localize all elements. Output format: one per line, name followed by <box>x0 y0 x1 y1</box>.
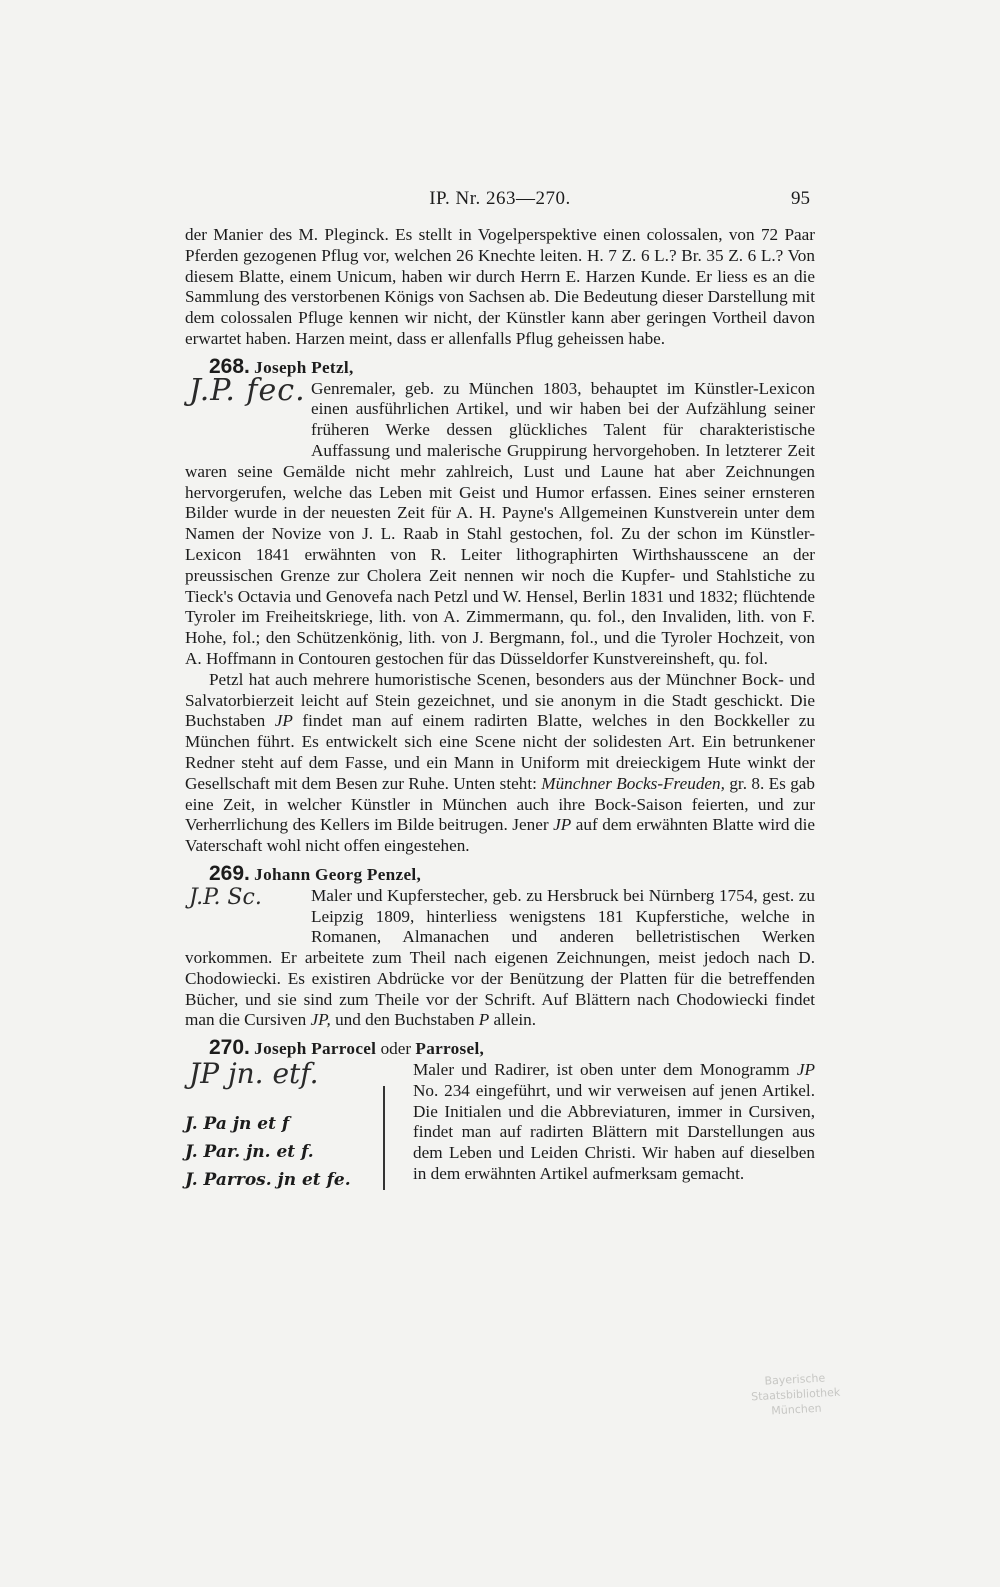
entry-270 <box>185 1036 815 1191</box>
text-run: Maler und Radirer, ist oben unter dem Monogramm <box>413 1060 790 1080</box>
paragraph-continuation: der Manier des M. Pleginck. Es stellt in Vogelperspektive einen colossalen, von 72 Paar Pferden gezogenen Pflug vor, welchen 26 Knechte leiten. H. 7 Z. 6 L.? Br. 35 Z. 6 L.? Von diesem Blatte, einem Unicum, haben wir durch Herrn E. Harzen Kunde. Er liess es an die Sammlung des verstorbenen Königs von Sachsen ab. Die Bedeutung dieser Darstellung mit dem colossalen Pfluge kennen wir nicht, der Künstler kann aber geringen Vortheil davon erwartet haben. Harzen meint, dass er allenfalls Pflug geheissen habe. <box>185 225 815 348</box>
entry-name-alt: Parrosel, <box>415 1039 485 1059</box>
entry-name: Joseph Petzl, <box>254 357 354 377</box>
stamp-line: München <box>771 1401 822 1418</box>
entry-name: Johann Georg Penzel, <box>254 864 422 884</box>
monogram-text: J.P. fec. <box>189 372 306 408</box>
entry-268 <box>185 354 816 857</box>
page-number: 95 <box>791 188 810 209</box>
monogram-reference: JP, <box>310 1010 331 1030</box>
text-run: und den Buchstaben <box>335 1010 475 1030</box>
page-body <box>185 225 815 1192</box>
entry-268-text: Genremaler, geb. zu München 1803, behauptet im Künstler-Lexicon einen ausführlichen Artikel, und wir haben bei der Aufzählung seiner früheren Werke dessen glückliches Talent für charakteristische Auffassung und malerische Gruppirung hervorgehoben. In letzterer Zeit waren seine Gemälde nicht mehr zahlreich, Lust und Laune hat aber Zeichnungen hervorgerufen, welche das Leben mit Geist und Humor erfassen. Eines seiner ernsteren Bilder wurde in der neuesten Zeit für A. H. Payne's Allgemeinen Kunstverein unter dem Namen der Novize von J. L. Raab in Stahl gestochen, fol. Zu der schon im Künstler-Lexicon 1841 erwähnten von R. Leiter lithographirten Wirthshausscene an der preussischen Grenze zur Cholera Zeit nennen wir noch die Kupfer- und Stahlstiche zu Tieck's Octavia und Genovefa nach Petzl und W. Hensel, Berlin 1831 und 1832; flüchtende Tyroler im Freiheitskriege, lith. von A. Zimmermann, qu. fol., den Invaliden, lith. von F. Hohe, fol.; den Schützenkönig, lith. von J. Bergmann, fol., und die Tyroler Hochzeit, von A. Hoffmann in Contouren gestochen für das Düsseldorfer Kunstvereinsheft, qu. fol. <box>185 378 815 668</box>
abbreviation-block <box>185 1057 405 1192</box>
monogram-269 <box>185 886 305 930</box>
text-run: auf dem erwähnten Blatte wird die Vaterschaft wohl nicht offen eingestehen. <box>185 815 815 856</box>
text-run: oder <box>380 1039 412 1059</box>
text-run: No. 234 eingeführt, und wir verweisen auf jenen Artikel. Die Initialen und die Abbreviaturen, immer in Cursiven, findet man auf radirten Blättern mit Darstellungen aus dem Leben und Leiden Christi. Wir haben auf dieselben in dem erwähnten Artikel aufmerksam gemacht. <box>413 1080 815 1184</box>
page-header <box>0 188 1000 216</box>
entry-269 <box>185 861 815 1031</box>
text-run: gr. 8. Es gab eine Zeit, in welcher Künstler in München auch ihre Bock-Saison feierten, und zur Verherrlichung des Kellers im Bilde beitrugen. Jener <box>185 773 816 835</box>
entry-269-header <box>185 861 815 886</box>
entry-number: 268. <box>209 354 250 378</box>
monogram-268 <box>185 372 306 443</box>
abbreviation-line: J. Par. jn. et f. <box>185 1142 314 1163</box>
monogram-text: JP jn. etf. <box>189 1057 319 1091</box>
monogram-reference: JP <box>553 815 572 835</box>
monogram-reference: JP <box>274 711 293 731</box>
monogram-reference: JP <box>796 1060 815 1080</box>
entry-number: 269. <box>209 861 250 885</box>
library-stamp <box>740 1369 855 1471</box>
monogram-reference: P <box>478 1010 490 1030</box>
brace <box>383 1086 395 1190</box>
stamp-line: Staatsbibliothek <box>750 1385 841 1404</box>
entry-number: 270. <box>209 1036 250 1060</box>
stamp-line: Bayerische <box>764 1371 826 1388</box>
running-title: IP. Nr. 263—270. <box>429 188 571 209</box>
text-run: findet man auf einem radirten Blatte, welches in den Bockkeller zu München führt. Es entwickelt sich eine Scene nicht der solidesten Art. Ein betrunkener Redner steht auf dem Fasse, und ein Mann in Uniform mit dreieckigem Hute winkt der Gesellschaft mit dem Besen zur Ruhe. Unten steht: <box>185 711 816 793</box>
monogram-text: J.P. Sc. <box>189 884 262 910</box>
print-title: Münchner Bocks-Freuden, <box>541 773 725 793</box>
entry-name: Joseph Parrocel <box>254 1039 377 1059</box>
abbreviation-line: J. Parros. jn et fe. <box>185 1170 351 1191</box>
abbreviation-line: J. Pa jn et f <box>185 1114 290 1135</box>
text-run: Petzl hat auch mehrere humoristische Scenen, besonders aus der Münchner Bock- und Salvatorbierzeit leicht auf Stein gezeichnet, und sie anonym in die Stadt geschickt. Die Buchstaben <box>185 669 815 731</box>
text-run: allein. <box>493 1010 537 1030</box>
entry-268-paragraph-2 <box>185 670 815 857</box>
text-run: Maler und Kupferstecher, geb. zu Hersbruck bei Nürnberg 1754, gest. zu Leipzig 1809, hinterliess wenigstens 181 Kupferstiche, welche in Romanen, Almanachen und anderen belletristischen Werken vorkommen. Er arbeitete zum Theil nach eigenen Zeichnungen, meist jedoch nach D. Chodowiecki. Es existiren Abdrücke vor der Benützung der Platten für die betreffenden Bücher, und sie sind zum Theile vor der Schrift. Auf Blättern nach Chodowiecki findet man die Cursiven <box>185 885 815 1030</box>
